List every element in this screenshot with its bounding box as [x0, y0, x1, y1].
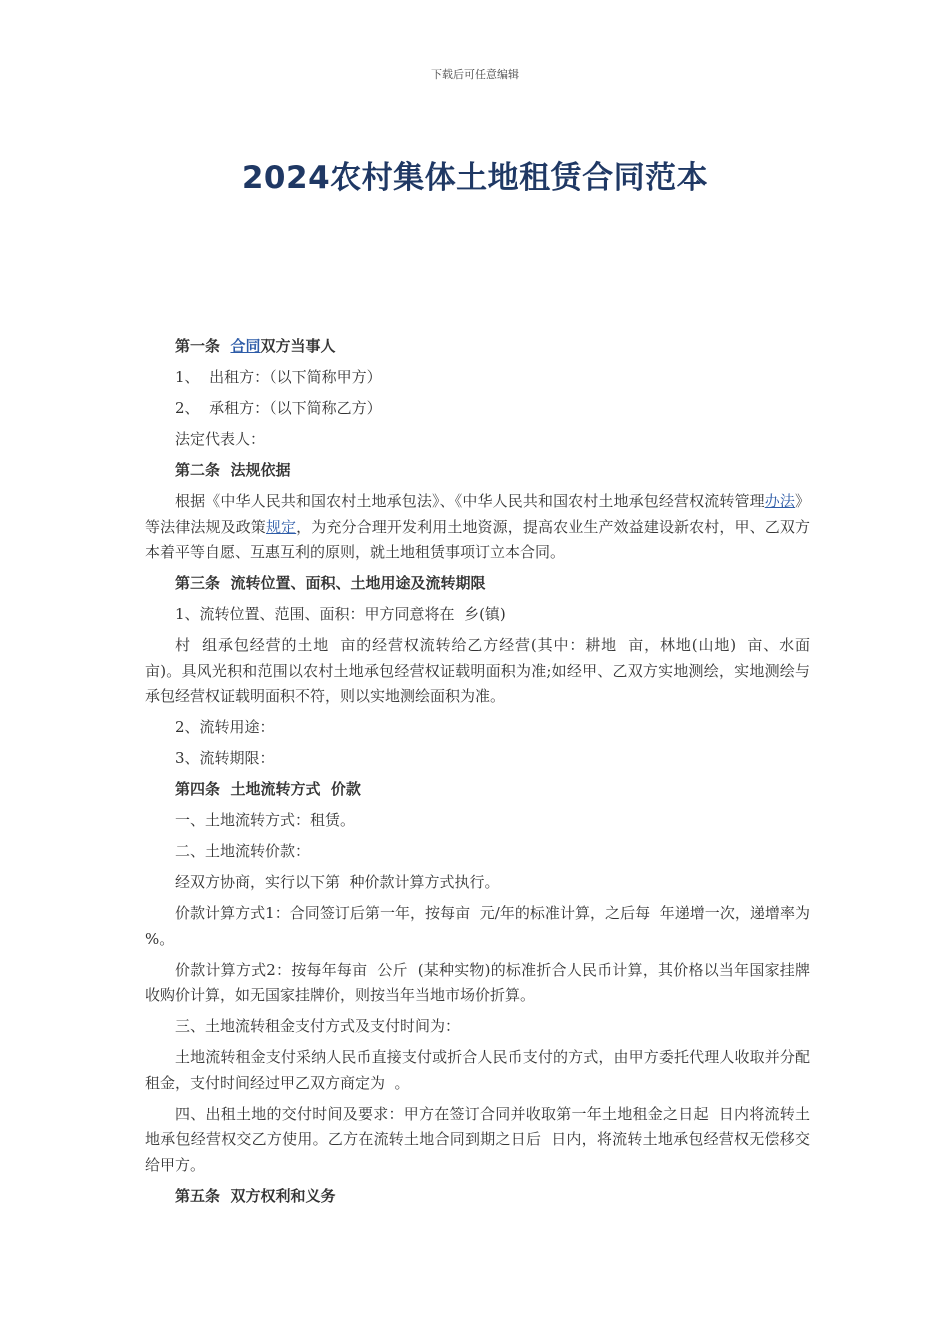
document-body	[145, 334, 820, 1215]
article-3-area: 村 组承包经营的土地 亩的经营权流转给乙方经营(其中：耕地 亩，林地(山地) 亩、水面 亩)。具风光积和范围以农村土地承包经营权证载明面积为准;如经甲、乙双方实地测绘，实地测绘与承包经营权证载明面积不符，则以实地测绘面积为准。	[145, 636, 820, 705]
measures-link[interactable]: 办法	[764, 492, 795, 510]
article-1-heading	[145, 334, 810, 360]
article-1-prefix: 第一条	[175, 337, 221, 355]
article-3-term: 3、流转期限：	[175, 749, 275, 767]
article-3-location: 1、流转位置、范围、面积：甲方同意将在 乡(镇)	[175, 605, 506, 623]
document-title: 2024农村集体土地租赁合同范本	[241, 160, 709, 196]
legal-representative-line: 法定代表人：	[175, 430, 266, 448]
article-4-price-method-2: 价款计算方式2：按每年每亩 公斤 (某种实物)的标准折合人民币计算，其价格以当年国家挂牌收购价计算，如无国家挂牌价，则按当年当地市场价折算。	[145, 960, 810, 1004]
article-3-heading: 第三条 流转位置、面积、土地用途及流转期限	[175, 574, 486, 592]
regulations-link[interactable]: 规定	[265, 517, 297, 536]
article-4-agreement: 经双方协商，实行以下第 种价款计算方式执行。	[175, 873, 500, 891]
article-4-delivery: 四、出租土地的交付时间及要求：甲方在签订合同并收取第一年土地租金之日起 日内将流转土地承包经营权交乙方使用。乙方在流转土地合同到期之日后 日内，将流转土地承包经营权无偿移交给甲方。	[145, 1104, 810, 1174]
article-2-text-b: 》等法律法规及政策	[145, 492, 810, 536]
article-4-heading: 第四条 土地流转方式 价款	[175, 780, 361, 798]
article-4-payment-method: 土地流转租金支付采纳人民币直接支付或折合人民币支付的方式，由甲方委托代理人收取并分配租金，支付时间经过甲乙双方商定为 。	[145, 1048, 810, 1092]
article-4-method: 一、土地流转方式：租赁。	[175, 811, 356, 829]
article-1-suffix: 双方当事人	[260, 337, 336, 355]
article-2-text-c: ，为充分合理开发利用土地资源，提高农业生产效益建设新农村，甲、乙双方本着平等自愿、互惠互利的原则，就土地租赁事项订立本合同。	[145, 517, 810, 561]
article-2-text-a: 根据《中华人民共和国农村土地承包法》、《中华人民共和国农村土地承包经营权流转管理	[175, 492, 765, 510]
article-2-paragraph	[145, 489, 810, 566]
article-4-price-method-1: 价款计算方式1：合同签订后第一年，按每亩 元/年的标准计算，之后每 年递增一次，递增率为 %。	[145, 904, 820, 948]
lessor-line: 1、 出租方：（以下简称甲方）	[175, 368, 382, 386]
article-5-heading: 第五条 双方权利和义务	[175, 1186, 336, 1205]
article-4-payment-label: 三、土地流转租金支付方式及支付时间为：	[175, 1017, 461, 1035]
page-header-note: 下载后可任意编辑	[431, 68, 519, 81]
lessee-line: 2、 承租方：（以下简称乙方）	[175, 399, 382, 417]
article-3-usage: 2、流转用途：	[175, 718, 275, 736]
article-2-heading: 第二条 法规依据	[175, 461, 291, 479]
article-4-price-label: 二、土地流转价款：	[175, 842, 311, 860]
contract-link[interactable]: 合同	[230, 337, 261, 355]
